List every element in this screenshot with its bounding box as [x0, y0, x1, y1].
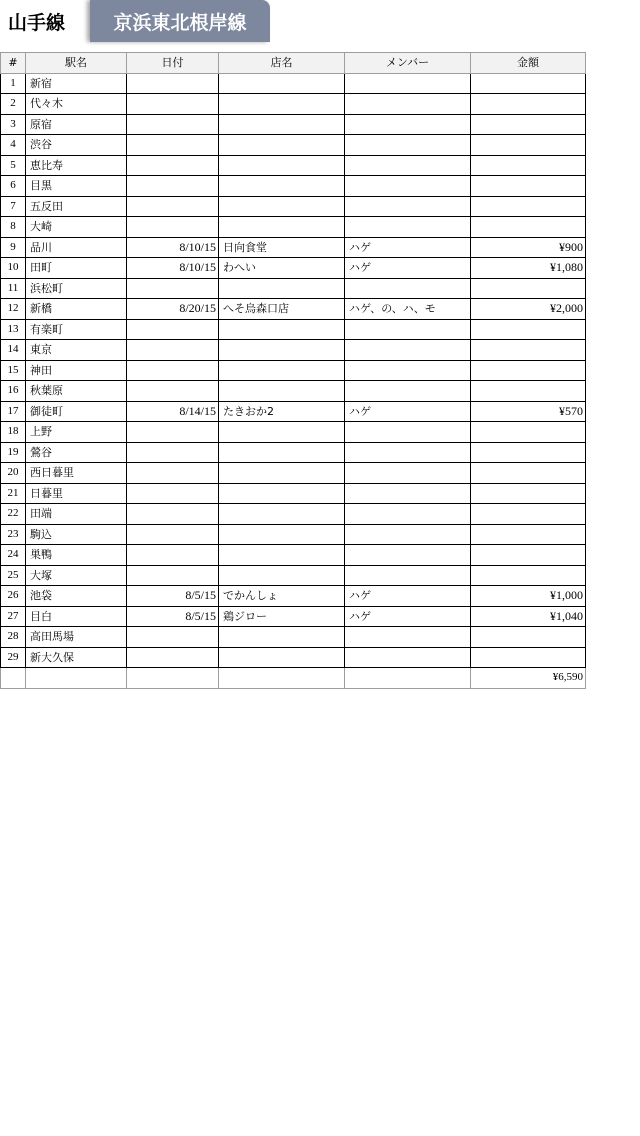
- shop-cell[interactable]: 鶏ジロー: [219, 606, 345, 627]
- table-body: [1, 73, 586, 668]
- table-row: [1, 483, 586, 504]
- station-cell[interactable]: 鶯谷: [26, 442, 127, 463]
- station-cell[interactable]: 巣鴨: [26, 545, 127, 566]
- shop-cell[interactable]: [219, 319, 345, 340]
- total-num-cell[interactable]: [1, 668, 26, 689]
- table-row: [1, 565, 586, 586]
- total-station-cell[interactable]: [26, 668, 127, 689]
- member-cell[interactable]: [345, 94, 471, 115]
- amount-cell[interactable]: ¥1,040: [471, 606, 586, 627]
- header-amount[interactable]: 金額: [471, 53, 586, 74]
- row-number-cell[interactable]: 15: [1, 360, 26, 381]
- row-number-cell[interactable]: 18: [1, 422, 26, 443]
- amount-cell[interactable]: [471, 360, 586, 381]
- member-cell[interactable]: ハゲ: [345, 586, 471, 607]
- row-number-cell[interactable]: 9: [1, 237, 26, 258]
- tab-keihin-tohoku-negishi[interactable]: 京浜東北根岸線: [90, 0, 270, 42]
- station-cell[interactable]: 田端: [26, 504, 127, 525]
- shop-cell[interactable]: 日向食堂: [219, 237, 345, 258]
- total-member-cell[interactable]: [345, 668, 471, 689]
- amount-cell[interactable]: [471, 94, 586, 115]
- date-cell[interactable]: [127, 196, 219, 217]
- shop-cell[interactable]: わへい: [219, 258, 345, 279]
- shop-cell[interactable]: [219, 217, 345, 238]
- station-cell[interactable]: 品川: [26, 237, 127, 258]
- row-number-cell[interactable]: 6: [1, 176, 26, 197]
- amount-cell[interactable]: [471, 196, 586, 217]
- amount-cell[interactable]: [471, 114, 586, 135]
- station-cell[interactable]: 大塚: [26, 565, 127, 586]
- header-number[interactable]: #: [1, 53, 26, 74]
- amount-cell[interactable]: [471, 442, 586, 463]
- member-cell[interactable]: ハゲ: [345, 258, 471, 279]
- date-cell[interactable]: [127, 545, 219, 566]
- row-number-cell[interactable]: 22: [1, 504, 26, 525]
- member-cell[interactable]: [345, 381, 471, 402]
- date-cell[interactable]: [127, 463, 219, 484]
- table-row: [1, 237, 586, 258]
- station-cell[interactable]: 有楽町: [26, 319, 127, 340]
- station-cell[interactable]: 新大久保: [26, 647, 127, 668]
- amount-cell[interactable]: [471, 627, 586, 648]
- sheet-tab-bar: [0, 0, 640, 44]
- row-number-cell[interactable]: 26: [1, 586, 26, 607]
- member-cell[interactable]: [345, 422, 471, 443]
- shop-cell[interactable]: [219, 278, 345, 299]
- row-number-cell[interactable]: 5: [1, 155, 26, 176]
- station-cell[interactable]: 目黒: [26, 176, 127, 197]
- amount-cell[interactable]: [471, 155, 586, 176]
- row-number-cell[interactable]: 16: [1, 381, 26, 402]
- shop-cell[interactable]: [219, 360, 345, 381]
- member-cell[interactable]: [345, 565, 471, 586]
- table-row: [1, 545, 586, 566]
- station-cell[interactable]: 西日暮里: [26, 463, 127, 484]
- shop-cell[interactable]: [219, 504, 345, 525]
- shop-cell[interactable]: [219, 647, 345, 668]
- table-row: [1, 114, 586, 135]
- station-cell[interactable]: 上野: [26, 422, 127, 443]
- member-cell[interactable]: [345, 647, 471, 668]
- member-cell[interactable]: [345, 319, 471, 340]
- shop-cell[interactable]: [219, 94, 345, 115]
- table-row: [1, 299, 586, 320]
- total-date-cell[interactable]: [127, 668, 219, 689]
- date-cell[interactable]: [127, 504, 219, 525]
- member-cell[interactable]: [345, 278, 471, 299]
- date-cell[interactable]: [127, 627, 219, 648]
- station-cell[interactable]: 田町: [26, 258, 127, 279]
- table-row: [1, 586, 586, 607]
- amount-cell[interactable]: ¥570: [471, 401, 586, 422]
- row-number-cell[interactable]: 8: [1, 217, 26, 238]
- date-cell[interactable]: [127, 422, 219, 443]
- shop-cell[interactable]: [219, 73, 345, 94]
- station-cell[interactable]: 大崎: [26, 217, 127, 238]
- tab-yamanote[interactable]: 山手線: [0, 0, 90, 42]
- table-row: [1, 627, 586, 648]
- member-cell[interactable]: [345, 135, 471, 156]
- row-number-cell[interactable]: 20: [1, 463, 26, 484]
- station-cell[interactable]: 五反田: [26, 196, 127, 217]
- date-cell[interactable]: 8/5/15: [127, 586, 219, 607]
- member-cell[interactable]: [345, 442, 471, 463]
- station-cell[interactable]: 日暮里: [26, 483, 127, 504]
- amount-cell[interactable]: [471, 524, 586, 545]
- amount-cell[interactable]: [471, 135, 586, 156]
- shop-cell[interactable]: [219, 524, 345, 545]
- amount-cell[interactable]: [471, 504, 586, 525]
- amount-cell[interactable]: ¥2,000: [471, 299, 586, 320]
- amount-cell[interactable]: ¥1,000: [471, 586, 586, 607]
- row-number-cell[interactable]: 2: [1, 94, 26, 115]
- row-number-cell[interactable]: 1: [1, 73, 26, 94]
- shop-cell[interactable]: [219, 155, 345, 176]
- station-cell[interactable]: 御徒町: [26, 401, 127, 422]
- station-cell[interactable]: 原宿: [26, 114, 127, 135]
- amount-cell[interactable]: [471, 217, 586, 238]
- date-cell[interactable]: 8/14/15: [127, 401, 219, 422]
- shop-cell[interactable]: [219, 565, 345, 586]
- row-number-cell[interactable]: 27: [1, 606, 26, 627]
- table-row: [1, 135, 586, 156]
- date-cell[interactable]: [127, 176, 219, 197]
- member-cell[interactable]: [345, 340, 471, 361]
- amount-cell[interactable]: ¥1,080: [471, 258, 586, 279]
- member-cell[interactable]: ハゲ、の、ハ、モ: [345, 299, 471, 320]
- amount-cell[interactable]: [471, 176, 586, 197]
- table-row: [1, 422, 586, 443]
- member-cell[interactable]: [345, 627, 471, 648]
- station-cell[interactable]: 秋葉原: [26, 381, 127, 402]
- member-cell[interactable]: [345, 155, 471, 176]
- date-cell[interactable]: [127, 565, 219, 586]
- date-cell[interactable]: [127, 73, 219, 94]
- amount-cell[interactable]: [471, 463, 586, 484]
- shop-cell[interactable]: たきおか2: [219, 401, 345, 422]
- row-number-cell[interactable]: 19: [1, 442, 26, 463]
- amount-cell[interactable]: [471, 483, 586, 504]
- station-cell[interactable]: 浜松町: [26, 278, 127, 299]
- station-cell[interactable]: 池袋: [26, 586, 127, 607]
- amount-cell[interactable]: [471, 647, 586, 668]
- table-row: [1, 217, 586, 238]
- date-cell[interactable]: [127, 319, 219, 340]
- member-cell[interactable]: ハゲ: [345, 401, 471, 422]
- table-row: [1, 319, 586, 340]
- shop-cell[interactable]: [219, 135, 345, 156]
- table-row: [1, 155, 586, 176]
- shop-cell[interactable]: [219, 381, 345, 402]
- row-number-cell[interactable]: 7: [1, 196, 26, 217]
- station-cell[interactable]: 新宿: [26, 73, 127, 94]
- date-cell[interactable]: [127, 217, 219, 238]
- station-cell[interactable]: 恵比寿: [26, 155, 127, 176]
- row-number-cell[interactable]: 24: [1, 545, 26, 566]
- table-row: [1, 442, 586, 463]
- date-cell[interactable]: [127, 155, 219, 176]
- member-cell[interactable]: [345, 217, 471, 238]
- row-number-cell[interactable]: 14: [1, 340, 26, 361]
- table-row: [1, 381, 586, 402]
- shop-cell[interactable]: でかんしょ: [219, 586, 345, 607]
- row-number-cell[interactable]: 13: [1, 319, 26, 340]
- member-cell[interactable]: [345, 463, 471, 484]
- table-row: [1, 278, 586, 299]
- row-number-cell[interactable]: 3: [1, 114, 26, 135]
- row-number-cell[interactable]: 17: [1, 401, 26, 422]
- date-cell[interactable]: [127, 278, 219, 299]
- member-cell[interactable]: [345, 524, 471, 545]
- amount-cell[interactable]: [471, 565, 586, 586]
- total-shop-cell[interactable]: [219, 668, 345, 689]
- member-cell[interactable]: [345, 360, 471, 381]
- station-cell[interactable]: 代々木: [26, 94, 127, 115]
- station-cell[interactable]: 神田: [26, 360, 127, 381]
- row-number-cell[interactable]: 21: [1, 483, 26, 504]
- amount-cell[interactable]: [471, 545, 586, 566]
- row-number-cell[interactable]: 11: [1, 278, 26, 299]
- date-cell[interactable]: [127, 94, 219, 115]
- table-row: [1, 524, 586, 545]
- date-cell[interactable]: [127, 360, 219, 381]
- member-cell[interactable]: ハゲ: [345, 606, 471, 627]
- station-cell[interactable]: 東京: [26, 340, 127, 361]
- member-cell[interactable]: ハゲ: [345, 237, 471, 258]
- member-cell[interactable]: [345, 545, 471, 566]
- header-station[interactable]: 駅名: [26, 53, 127, 74]
- date-cell[interactable]: 8/10/15: [127, 237, 219, 258]
- date-cell[interactable]: [127, 442, 219, 463]
- table-row: [1, 73, 586, 94]
- header-row: [1, 53, 586, 74]
- shop-cell[interactable]: へそ烏森口店: [219, 299, 345, 320]
- table-row: [1, 360, 586, 381]
- table-row: [1, 176, 586, 197]
- table-row: [1, 504, 586, 525]
- amount-cell[interactable]: [471, 278, 586, 299]
- member-cell[interactable]: [345, 196, 471, 217]
- date-cell[interactable]: 8/10/15: [127, 258, 219, 279]
- date-cell[interactable]: [127, 340, 219, 361]
- row-number-cell[interactable]: 28: [1, 627, 26, 648]
- row-number-cell[interactable]: 25: [1, 565, 26, 586]
- member-cell[interactable]: [345, 176, 471, 197]
- total-amount-cell[interactable]: ¥6,590: [471, 668, 586, 689]
- table-row: [1, 606, 586, 627]
- date-cell[interactable]: [127, 524, 219, 545]
- shop-cell[interactable]: [219, 340, 345, 361]
- station-cell[interactable]: 駒込: [26, 524, 127, 545]
- station-cell[interactable]: 渋谷: [26, 135, 127, 156]
- total-row: [1, 668, 586, 689]
- table-row: [1, 401, 586, 422]
- shop-cell[interactable]: [219, 483, 345, 504]
- station-cell[interactable]: 新橋: [26, 299, 127, 320]
- shop-cell[interactable]: [219, 463, 345, 484]
- row-number-cell[interactable]: 29: [1, 647, 26, 668]
- table-row: [1, 463, 586, 484]
- amount-cell[interactable]: [471, 73, 586, 94]
- amount-cell[interactable]: ¥900: [471, 237, 586, 258]
- shop-cell[interactable]: [219, 422, 345, 443]
- member-cell[interactable]: [345, 73, 471, 94]
- amount-cell[interactable]: [471, 422, 586, 443]
- date-cell[interactable]: 8/20/15: [127, 299, 219, 320]
- amount-cell[interactable]: [471, 340, 586, 361]
- amount-cell[interactable]: [471, 381, 586, 402]
- station-cell[interactable]: 目白: [26, 606, 127, 627]
- header-shop[interactable]: 店名: [219, 53, 345, 74]
- date-cell[interactable]: [127, 114, 219, 135]
- table-row: [1, 196, 586, 217]
- member-cell[interactable]: [345, 504, 471, 525]
- member-cell[interactable]: [345, 114, 471, 135]
- table-row: [1, 258, 586, 279]
- shop-cell[interactable]: [219, 196, 345, 217]
- row-number-cell[interactable]: 4: [1, 135, 26, 156]
- date-cell[interactable]: 8/5/15: [127, 606, 219, 627]
- date-cell[interactable]: [127, 483, 219, 504]
- date-cell[interactable]: [127, 647, 219, 668]
- row-number-cell[interactable]: 23: [1, 524, 26, 545]
- shop-cell[interactable]: [219, 442, 345, 463]
- header-date[interactable]: 日付: [127, 53, 219, 74]
- table-row: [1, 340, 586, 361]
- date-cell[interactable]: [127, 135, 219, 156]
- row-number-cell[interactable]: 10: [1, 258, 26, 279]
- table-row: [1, 647, 586, 668]
- table-row: [1, 94, 586, 115]
- amount-cell[interactable]: [471, 319, 586, 340]
- shop-cell[interactable]: [219, 627, 345, 648]
- member-cell[interactable]: [345, 483, 471, 504]
- shop-cell[interactable]: [219, 545, 345, 566]
- shop-cell[interactable]: [219, 114, 345, 135]
- shop-cell[interactable]: [219, 176, 345, 197]
- row-number-cell[interactable]: 12: [1, 299, 26, 320]
- date-cell[interactable]: [127, 381, 219, 402]
- spreadsheet-table: [0, 52, 586, 689]
- station-cell[interactable]: 高田馬場: [26, 627, 127, 648]
- header-member[interactable]: メンバー: [345, 53, 471, 74]
